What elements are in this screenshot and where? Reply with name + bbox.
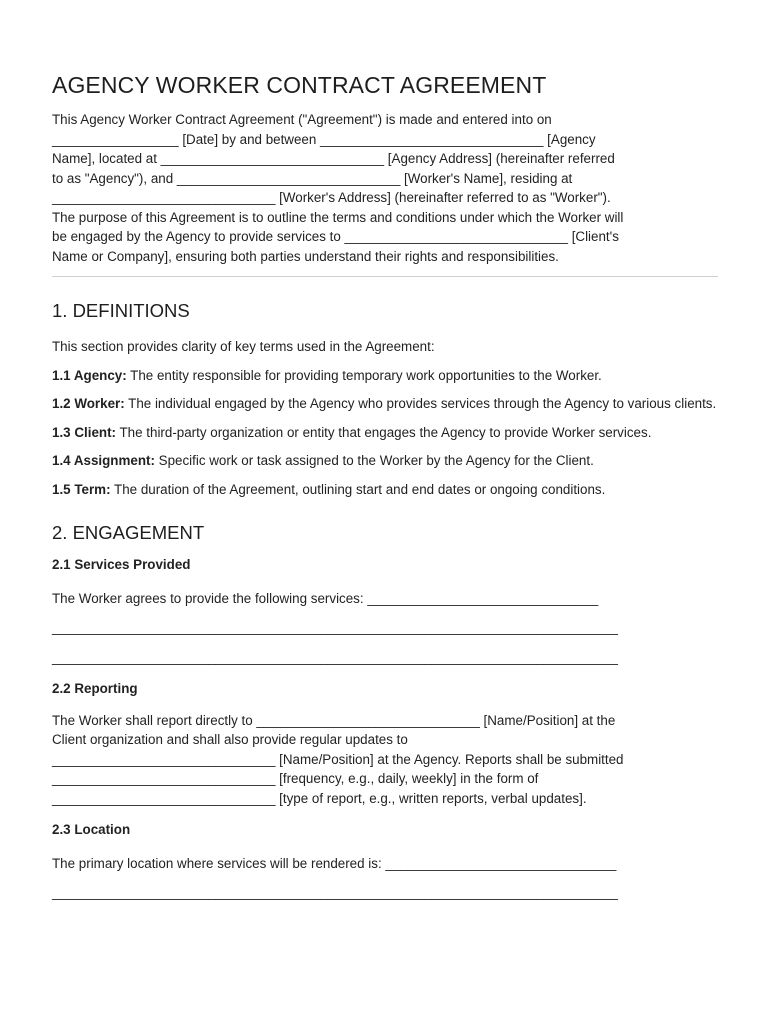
definition-term: 1.1 Agency: <box>52 367 127 383</box>
location-text: The primary location where services will be rendered is: _______________________________ <box>52 855 617 871</box>
services-text: The Worker agrees to provide the following services: _______________________________ <box>52 590 599 606</box>
definition-text: The duration of the Agreement, outlining start and end dates or ongoing conditions. <box>110 481 606 497</box>
definitions-heading: 1. DEFINITIONS <box>52 300 190 321</box>
definition-text: The third-party organization or entity that engages the Agency to provide Worker services. <box>116 424 652 440</box>
location-blank-line: ____________________________________________________________________________ <box>52 885 618 900</box>
document-page <box>52 68 722 903</box>
intro-paragraph: This Agency Worker Contract Agreement ("Agreement") is made and entered into on _________________ [Date] by and between ______________________________ [Agency Name], located at ______________________________ [Agency Address] (hereinafter referred to as "Agency"), and ______________________________ [Worker's Name], residing at ______________________________ [Worker's Address] (hereinafter referred to as "Worker"). The purpose of this Agreement is to outline the terms and conditions under which the Worker will be engaged by the Agency to provide services to ______________________________ [Client's Name or Company], ensuring both parties understand their rights and responsibilities. <box>52 112 624 264</box>
definition-item <box>52 366 722 386</box>
definition-term: 1.3 Client: <box>52 424 116 440</box>
definition-term: 1.4 Assignment: <box>52 453 155 468</box>
services-heading: 2.1 Services Provided <box>52 557 191 572</box>
engagement-heading: 2. ENGAGEMENT <box>52 522 205 543</box>
definition-text: The individual engaged by the Agency who provides services through the Agency to various clients. <box>124 396 717 411</box>
definition-item <box>52 451 722 471</box>
definition-item <box>52 394 722 414</box>
definition-item <box>52 423 722 443</box>
location-heading: 2.3 Location <box>52 822 131 837</box>
definitions-intro: This section provides clarity of key terms used in the Agreement: <box>52 339 435 354</box>
definition-text: The entity responsible for providing temporary work opportunities to the Worker. <box>126 367 602 383</box>
definition-term: 1.2 Worker: <box>52 396 125 411</box>
services-blank-line: ____________________________________________________________________________ <box>52 620 618 635</box>
reporting-text: The Worker shall report directly to ______________________________ [Name/Position] at the Client organization and shall also provide regular updates to ______________________________ [Name/Position] at the Agency. Reports shall be submitted ______________________________ [frequency, e.g., daily, weekly] in the form of ______________________________ [type of report, e.g., written reports, verbal updates]. <box>52 712 624 806</box>
document-title: AGENCY WORKER CONTRACT AGREEMENT <box>52 72 547 98</box>
section-divider <box>52 276 718 277</box>
reporting-heading: 2.2 Reporting <box>52 681 138 696</box>
services-blank-line: ____________________________________________________________________________ <box>52 649 618 665</box>
definition-term: 1.5 Term: <box>52 481 111 497</box>
definition-text: Specific work or task assigned to the Worker by the Agency for the Client. <box>154 453 594 468</box>
definition-item <box>52 480 722 500</box>
